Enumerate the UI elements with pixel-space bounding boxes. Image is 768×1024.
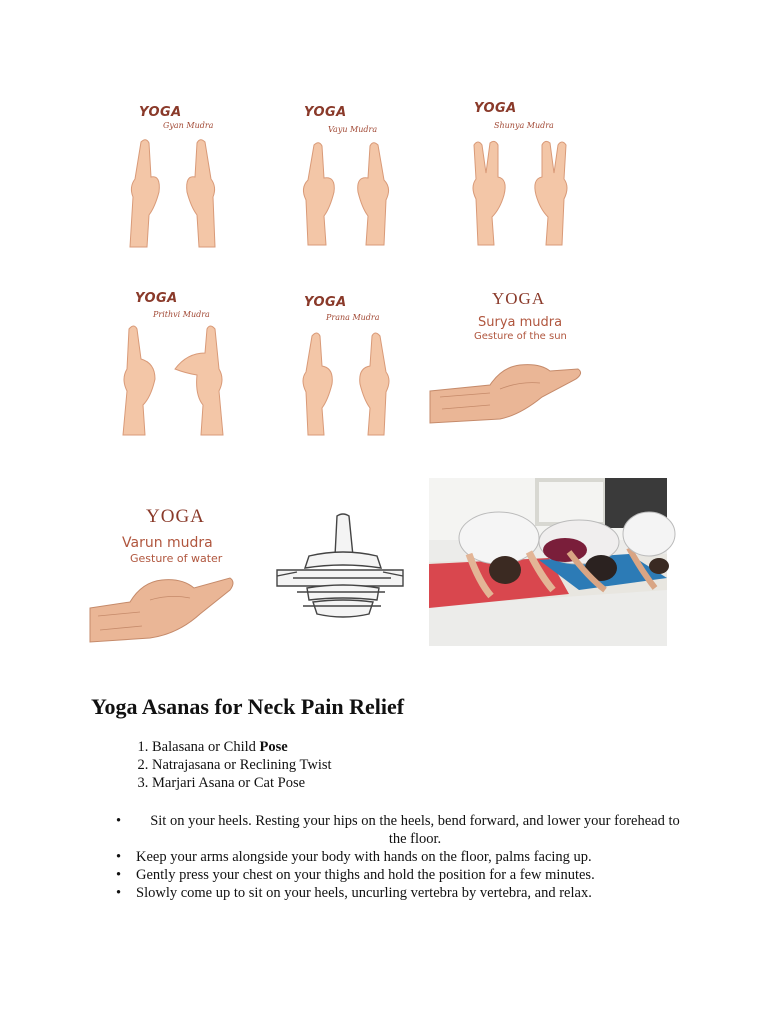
mudra-card-vayu [290, 95, 410, 250]
instruction-item: • Slowly come up to sit on your heels, uncurling vertebra by vertebra, and relax. [110, 884, 690, 902]
varun-brand: YOGA [146, 506, 205, 527]
surya-mudra-hand-image [430, 361, 590, 431]
mudra-name: Prana Mudra [326, 313, 380, 322]
asana-item [152, 756, 332, 774]
mudra-name: Vayu Mudra [328, 125, 378, 134]
mudra-card-prithvi [115, 285, 235, 440]
asana-text: Marjari Asana or Cat Pose [152, 775, 306, 791]
mudra-card-shunya [462, 95, 582, 250]
asana-item [152, 774, 332, 792]
mudra-name: Shunya Mudra [494, 121, 554, 130]
mudra-brand: YOGA [474, 101, 517, 116]
gyan-mudra-hands-image [115, 137, 235, 252]
asana-bold: Pose [259, 739, 288, 755]
mudra-brand: YOGA [135, 291, 178, 306]
asana-text: Natrajasana or Reclining Twist [152, 757, 332, 773]
page-heading: Yoga Asanas for Neck Pain Relief [91, 694, 405, 719]
mudra-name: Gyan Mudra [163, 121, 214, 130]
mudra-brand: YOGA [304, 105, 347, 120]
child-pose-photo [429, 478, 667, 646]
mudra-card-varun [90, 500, 250, 645]
vayu-mudra-hands-image [290, 140, 410, 250]
prana-mudra-hands-image [290, 330, 410, 440]
surya-name: Surya mudra [478, 315, 563, 330]
surya-gesture: Gesture of the sun [474, 331, 567, 342]
varun-name: Varun mudra [122, 535, 213, 551]
asana-item [152, 738, 332, 756]
mudra-name: Prithvi Mudra [153, 310, 210, 319]
varun-gesture: Gesture of water [130, 552, 223, 565]
shunya-mudra-hands-image [462, 137, 582, 247]
prithvi-mudra-hands-image [115, 323, 235, 438]
instruction-item: • Keep your arms alongside your body with hands on the floor, palms facing up. [110, 848, 690, 866]
mudra-card-prana [290, 285, 410, 440]
instruction-item: • Sit on your heels. Resting your hips on the heels, bend forward, and lower your forehead to the floor. [110, 812, 690, 848]
surya-brand: YOGA [492, 289, 546, 308]
mudra-card-surya [430, 285, 590, 435]
mudra-brand: YOGA [139, 105, 182, 120]
varun-mudra-hand-image [90, 576, 250, 646]
interlocked-hands-illustration [273, 512, 413, 622]
instruction-list [110, 812, 690, 902]
mudra-brand: YOGA [304, 295, 347, 310]
asana-text: Balasana or Child [152, 739, 260, 755]
asana-list [120, 738, 332, 792]
instruction-item: • Gently press your chest on your thighs and hold the position for a few minutes. [110, 866, 690, 884]
mudra-card-gyan [115, 95, 235, 250]
